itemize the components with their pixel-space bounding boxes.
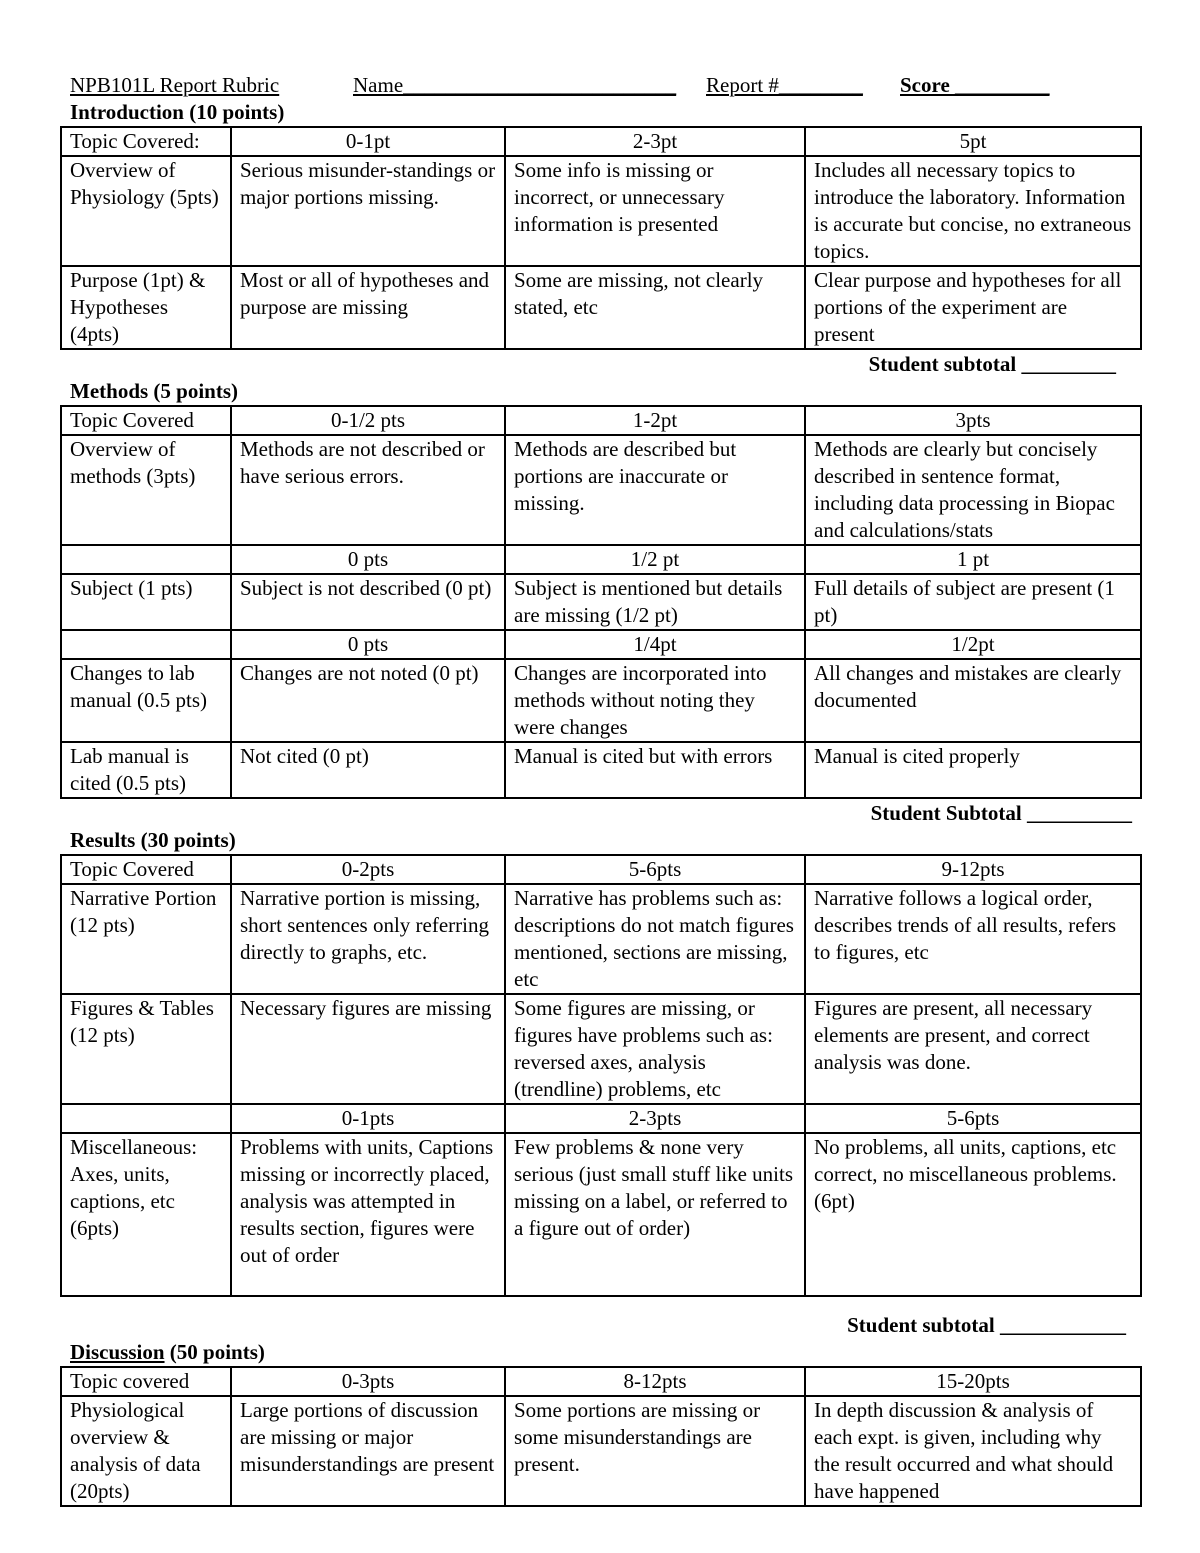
table-header-row [61, 855, 1141, 884]
introduction-table [60, 126, 1142, 350]
header-cell: 8-12pts [505, 1367, 805, 1396]
header-cell: 3pts [805, 406, 1141, 435]
criteria-cell: Some portions are missing or some misunderstandings are present. [505, 1396, 805, 1506]
discussion-title: Discussion (50 points) [70, 1340, 265, 1364]
header-cell: 0-1/2 pts [231, 406, 505, 435]
discussion-table [60, 1366, 1142, 1507]
header-cell: 15-20pts [805, 1367, 1141, 1396]
criteria-cell: Most or all of hypotheses and purpose are missing [231, 266, 505, 349]
results-table [60, 854, 1142, 1297]
criteria-cell: Methods are clearly but concisely described in sentence format, including data processing in Biopac and calculations/stats [805, 435, 1141, 545]
table-row [61, 574, 1141, 630]
criteria-cell: Some are missing, not clearly stated, etc [505, 266, 805, 349]
topic-cell: Overview of methods (3pts) [61, 435, 231, 545]
header-cell: 1-2pt [505, 406, 805, 435]
table-row [61, 156, 1141, 266]
table-row [61, 1133, 1141, 1296]
methods-subtotal: Student Subtotal __________ [870, 801, 1132, 825]
introduction-subtotal: Student subtotal _________ [868, 352, 1116, 376]
criteria-cell: Narrative follows a logical order, describes trends of all results, refers to figures, etc [805, 884, 1141, 994]
rubric-title: NPB101L Report Rubric [70, 73, 280, 97]
criteria-cell: Manual is cited but with errors [505, 742, 805, 798]
table-header-row [61, 1104, 1141, 1133]
topic-cell: Lab manual is cited (0.5 pts) [61, 742, 231, 798]
table-header-row [61, 1367, 1141, 1396]
topic-cell: Narrative Portion (12 pts) [61, 884, 231, 994]
criteria-cell: Changes are incorporated into methods without noting they were changes [505, 659, 805, 742]
header-cell: Topic Covered: [61, 127, 231, 156]
header-cell: 0-1pts [231, 1104, 505, 1133]
introduction-title: Introduction (10 points) [70, 100, 285, 124]
topic-cell: Changes to lab manual (0.5 pts) [61, 659, 231, 742]
criteria-cell: Narrative portion is missing, short sentences only referring directly to graphs, etc. [231, 884, 505, 994]
header-cell: Topic Covered [61, 406, 231, 435]
table-row [61, 884, 1141, 994]
header-cell: 0-2pts [231, 855, 505, 884]
topic-cell: Physiological overview & analysis of data (20pts) [61, 1396, 231, 1506]
criteria-cell: Some info is missing or incorrect, or unnecessary information is presented [505, 156, 805, 266]
header-cell: 5-6pts [805, 1104, 1141, 1133]
criteria-cell: Changes are not noted (0 pt) [231, 659, 505, 742]
topic-cell: Purpose (1pt) & Hypotheses (4pts) [61, 266, 231, 349]
criteria-cell: Includes all necessary topics to introduce the laboratory. Information is accurate but concise, no extraneous topics. [805, 156, 1141, 266]
results-title: Results (30 points) [70, 828, 236, 852]
table-header-row [61, 127, 1141, 156]
header-cell: 0-1pt [231, 127, 505, 156]
criteria-cell: Manual is cited properly [805, 742, 1141, 798]
criteria-cell: All changes and mistakes are clearly documented [805, 659, 1141, 742]
table-header-row [61, 406, 1141, 435]
name-field: Name__________________________ [353, 73, 677, 97]
header-cell: Topic Covered [61, 855, 231, 884]
criteria-cell: Narrative has problems such as: descriptions do not match figures mentioned, sections are missing, etc [505, 884, 805, 994]
criteria-cell: Methods are described but portions are inaccurate or missing. [505, 435, 805, 545]
rubric-header [60, 72, 1142, 99]
criteria-cell: Problems with units, Captions missing or incorrectly placed, analysis was attempted in results section, figures were out of order [231, 1133, 505, 1296]
rubric-page [60, 72, 1142, 1507]
score-field: Score _________ [900, 73, 1050, 97]
header-cell: 2-3pts [505, 1104, 805, 1133]
criteria-cell: Figures are present, all necessary elements are present, and correct analysis was done. [805, 994, 1141, 1104]
table-row [61, 1396, 1141, 1506]
header-cell: 0 pts [231, 545, 505, 574]
table-row [61, 266, 1141, 349]
header-cell [61, 630, 231, 659]
table-row [61, 435, 1141, 545]
criteria-cell: Full details of subject are present (1 pt) [805, 574, 1141, 630]
header-cell: 1 pt [805, 545, 1141, 574]
header-cell: 5pt [805, 127, 1141, 156]
methods-title: Methods (5 points) [70, 379, 239, 403]
header-cell: 1/2 pt [505, 545, 805, 574]
header-cell: 1/2pt [805, 630, 1141, 659]
criteria-cell: Not cited (0 pt) [231, 742, 505, 798]
criteria-cell: Necessary figures are missing [231, 994, 505, 1104]
criteria-cell: Few problems & none very serious (just small stuff like units missing on a label, or referred to a figure out of order) [505, 1133, 805, 1296]
results-subtotal: Student subtotal ____________ [847, 1313, 1126, 1337]
header-cell [61, 545, 231, 574]
topic-cell: Overview of Physiology (5pts) [61, 156, 231, 266]
header-cell: Topic covered [61, 1367, 231, 1396]
topic-cell: Subject (1 pts) [61, 574, 231, 630]
topic-cell: Figures & Tables (12 pts) [61, 994, 231, 1104]
criteria-cell: No problems, all units, captions, etc correct, no miscellaneous problems. (6pt) [805, 1133, 1141, 1296]
criteria-cell: Subject is not described (0 pt) [231, 574, 505, 630]
header-cell: 5-6pts [505, 855, 805, 884]
table-row [61, 659, 1141, 742]
criteria-cell: Serious misunder-standings or major portions missing. [231, 156, 505, 266]
table-row [61, 994, 1141, 1104]
report-number-field: Report #________ [706, 73, 863, 97]
header-cell: 2-3pt [505, 127, 805, 156]
criteria-cell: Subject is mentioned but details are missing (1/2 pt) [505, 574, 805, 630]
criteria-cell: Clear purpose and hypotheses for all portions of the experiment are present [805, 266, 1141, 349]
header-cell: 0-3pts [231, 1367, 505, 1396]
criteria-cell: Large portions of discussion are missing or major misunderstandings are present [231, 1396, 505, 1506]
topic-cell: Miscellaneous: Axes, units, captions, etc (6pts) [61, 1133, 231, 1296]
header-cell: 0 pts [231, 630, 505, 659]
criteria-cell: Some figures are missing, or figures have problems such as: reversed axes, analysis (trendline) problems, etc [505, 994, 805, 1104]
table-header-row [61, 630, 1141, 659]
header-cell: 9-12pts [805, 855, 1141, 884]
criteria-cell: In depth discussion & analysis of each expt. is given, including why the result occurred and what should have happened [805, 1396, 1141, 1506]
header-cell: 1/4pt [505, 630, 805, 659]
criteria-cell: Methods are not described or have serious errors. [231, 435, 505, 545]
table-row [61, 742, 1141, 798]
methods-table [60, 405, 1142, 799]
table-header-row [61, 545, 1141, 574]
header-cell [61, 1104, 231, 1133]
